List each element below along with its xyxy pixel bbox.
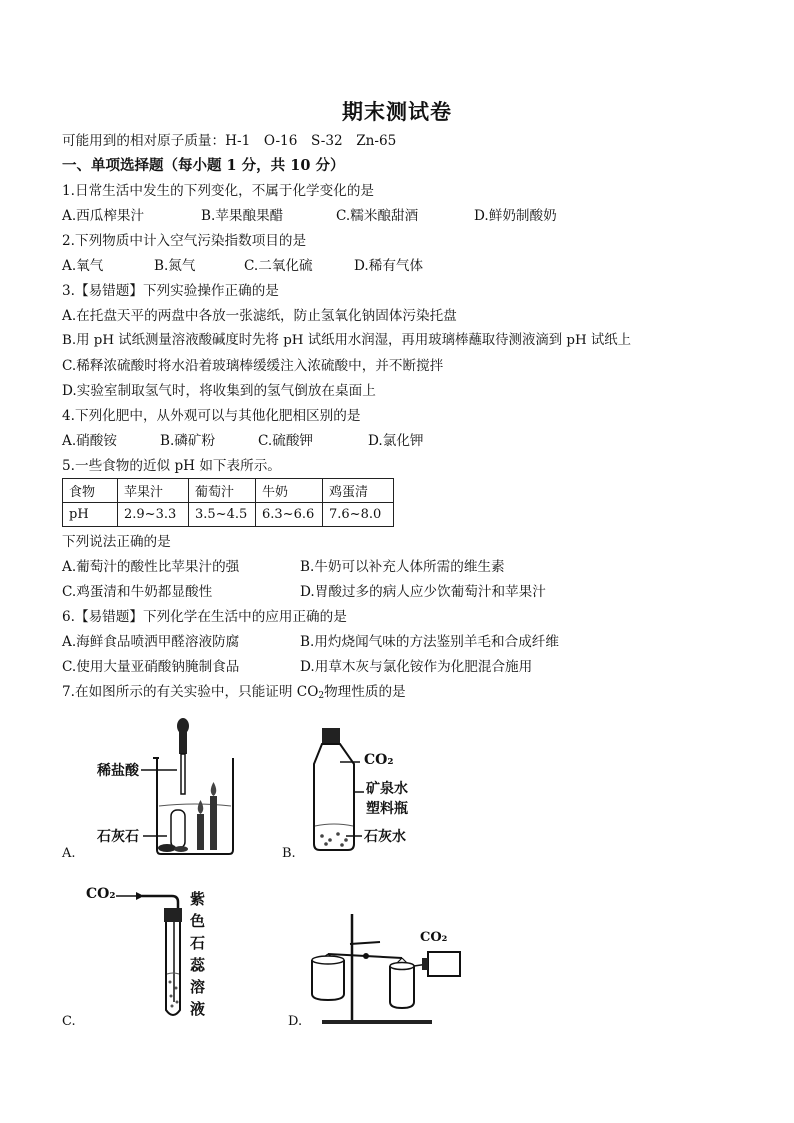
figure-b-label-limewater: 石灰水 bbox=[364, 829, 406, 845]
question-4-option-a: A.硝酸铵 bbox=[62, 433, 117, 449]
question-2-option-d: D.稀有气体 bbox=[354, 258, 424, 274]
question-7-stem bbox=[62, 683, 406, 705]
question-6-stem: 6.【易错题】下列化学在生活中的应用正确的是 bbox=[62, 609, 347, 625]
figure-c-test-tube-diagram bbox=[86, 878, 226, 1028]
question-7-subscript: 2 bbox=[318, 691, 325, 701]
question-2-stem: 2.下列物质中计入空气污染指数项目的是 bbox=[62, 233, 307, 249]
question-3-option-c: C.稀释浓硫酸时将水沿着玻璃棒缓缓注入浓硫酸中，并不断搅拌 bbox=[62, 358, 444, 374]
question-6-option-c: C.使用大量亚硝酸钠腌制食品 bbox=[62, 659, 240, 675]
question-5-option-c: C.鸡蛋清和牛奶都显酸性 bbox=[62, 584, 213, 600]
table-cell: 7.6~8.0 bbox=[323, 503, 394, 527]
table-cell: 葡萄汁 bbox=[189, 479, 256, 503]
figure-a-label-acid: 稀盐酸 bbox=[97, 763, 139, 779]
section-heading: 一、单项选择题（每小题 1 分，共 10 分） bbox=[62, 157, 345, 174]
figure-a-beaker-diagram bbox=[95, 718, 245, 858]
question-6-option-a: A.海鲜食品喷洒甲醛溶液防腐 bbox=[62, 634, 240, 650]
question-1-option-a: A.西瓜榨果汁 bbox=[62, 208, 145, 224]
figure-c-label-char-4: 蕊 bbox=[190, 956, 206, 974]
question-4-option-c: C.硫酸钾 bbox=[258, 433, 314, 449]
question-3-option-b: B.用 pH 试纸测量溶液酸碱度时先将 pH 试纸用水润湿，再用玻璃棒蘸取待测液滴到 pH 试纸上 bbox=[62, 333, 632, 348]
figure-a-caption: A. bbox=[62, 846, 76, 861]
question-2-option-a: A.氧气 bbox=[62, 258, 104, 274]
table-cell: 苹果汁 bbox=[118, 479, 189, 503]
table-row bbox=[63, 503, 394, 527]
table-cell: 鸡蛋清 bbox=[323, 479, 394, 503]
figure-b-caption: B. bbox=[282, 846, 296, 861]
figure-b-label-plastic: 塑料瓶 bbox=[366, 801, 408, 817]
figure-c-label-char-2: 色 bbox=[190, 912, 206, 930]
figure-b-label-water: 矿泉水 bbox=[366, 781, 408, 797]
question-5-option-d: D.胃酸过多的病人应少饮葡萄汁和苹果汁 bbox=[300, 584, 546, 600]
table-row bbox=[63, 479, 394, 503]
question-5-stem: 5.一些食物的近似 pH 如下表所示。 bbox=[62, 458, 281, 474]
question-5-prompt: 下列说法正确的是 bbox=[62, 534, 171, 550]
question-7-stem-text-end: 物理性质的是 bbox=[324, 684, 406, 700]
question-4-option-d: D.氯化钾 bbox=[368, 433, 424, 449]
question-2-option-c: C.二氧化硫 bbox=[244, 258, 313, 274]
question-3-stem: 3.【易错题】下列实验操作正确的是 bbox=[62, 283, 279, 299]
table-cell: 2.9~3.3 bbox=[118, 503, 189, 527]
table-cell: 食物 bbox=[63, 479, 118, 503]
question-4-option-b: B.磷矿粉 bbox=[160, 433, 216, 449]
question-3-option-a: A.在托盘天平的两盘中各放一张滤纸，防止氢氧化钠固体污染托盘 bbox=[62, 308, 457, 324]
table-cell: pH bbox=[63, 503, 118, 527]
figure-c-label-char-6: 液 bbox=[190, 1000, 206, 1018]
table-cell: 牛奶 bbox=[256, 479, 323, 503]
question-1-option-b: B.苹果酿果醋 bbox=[201, 208, 284, 224]
question-6-option-b: B.用灼烧闻气味的方法鉴别羊毛和合成纤维 bbox=[300, 634, 559, 650]
question-7-stem-text: 7.在如图所示的有关实验中，只能证明 CO bbox=[62, 684, 319, 700]
question-5-option-b: B.牛奶可以补充人体所需的维生素 bbox=[300, 559, 505, 575]
question-5-option-a: A.葡萄汁的酸性比苹果汁的强 bbox=[62, 559, 240, 575]
question-4-stem: 4.下列化肥中，从外观可以与其他化肥相区别的是 bbox=[62, 408, 361, 424]
question-1-option-d: D.鲜奶制酸奶 bbox=[474, 208, 557, 224]
question-6-option-d: D.用草木灰与氯化铵作为化肥混合施用 bbox=[300, 659, 533, 675]
figure-c-label-char-3: 石 bbox=[190, 934, 206, 952]
figure-c-label-char-1: 紫 bbox=[190, 890, 206, 908]
question-1-option-c: C.糯米酿甜酒 bbox=[336, 208, 419, 224]
figure-b-bottle-diagram bbox=[300, 722, 440, 854]
page-title: 期末测试卷 bbox=[342, 99, 452, 124]
figure-c-label-co2: CO₂ bbox=[86, 886, 116, 902]
question-1-stem: 1.日常生活中发生的下列变化，不属于化学变化的是 bbox=[62, 183, 375, 199]
figure-d-balance-diagram bbox=[306, 908, 476, 1028]
figure-c-label-char-5: 溶 bbox=[190, 978, 206, 996]
figure-d-caption: D. bbox=[288, 1014, 303, 1029]
question-2-option-b: B.氮气 bbox=[154, 258, 196, 274]
figure-b-label-co2: CO₂ bbox=[364, 752, 394, 768]
figure-c-caption: C. bbox=[62, 1014, 76, 1029]
table-cell: 3.5~4.5 bbox=[189, 503, 256, 527]
question-3-option-d: D.实验室制取氢气时，将收集到的氢气倒放在桌面上 bbox=[62, 383, 376, 399]
table-cell: 6.3~6.6 bbox=[256, 503, 323, 527]
figure-a-label-limestone: 石灰石 bbox=[97, 829, 139, 845]
ph-table bbox=[62, 478, 394, 527]
atomic-mass-note: 可能用到的相对原子质量：H-1 O-16 S-32 Zn-65 bbox=[62, 133, 397, 149]
figure-d-label-co2: CO₂ bbox=[420, 930, 448, 945]
